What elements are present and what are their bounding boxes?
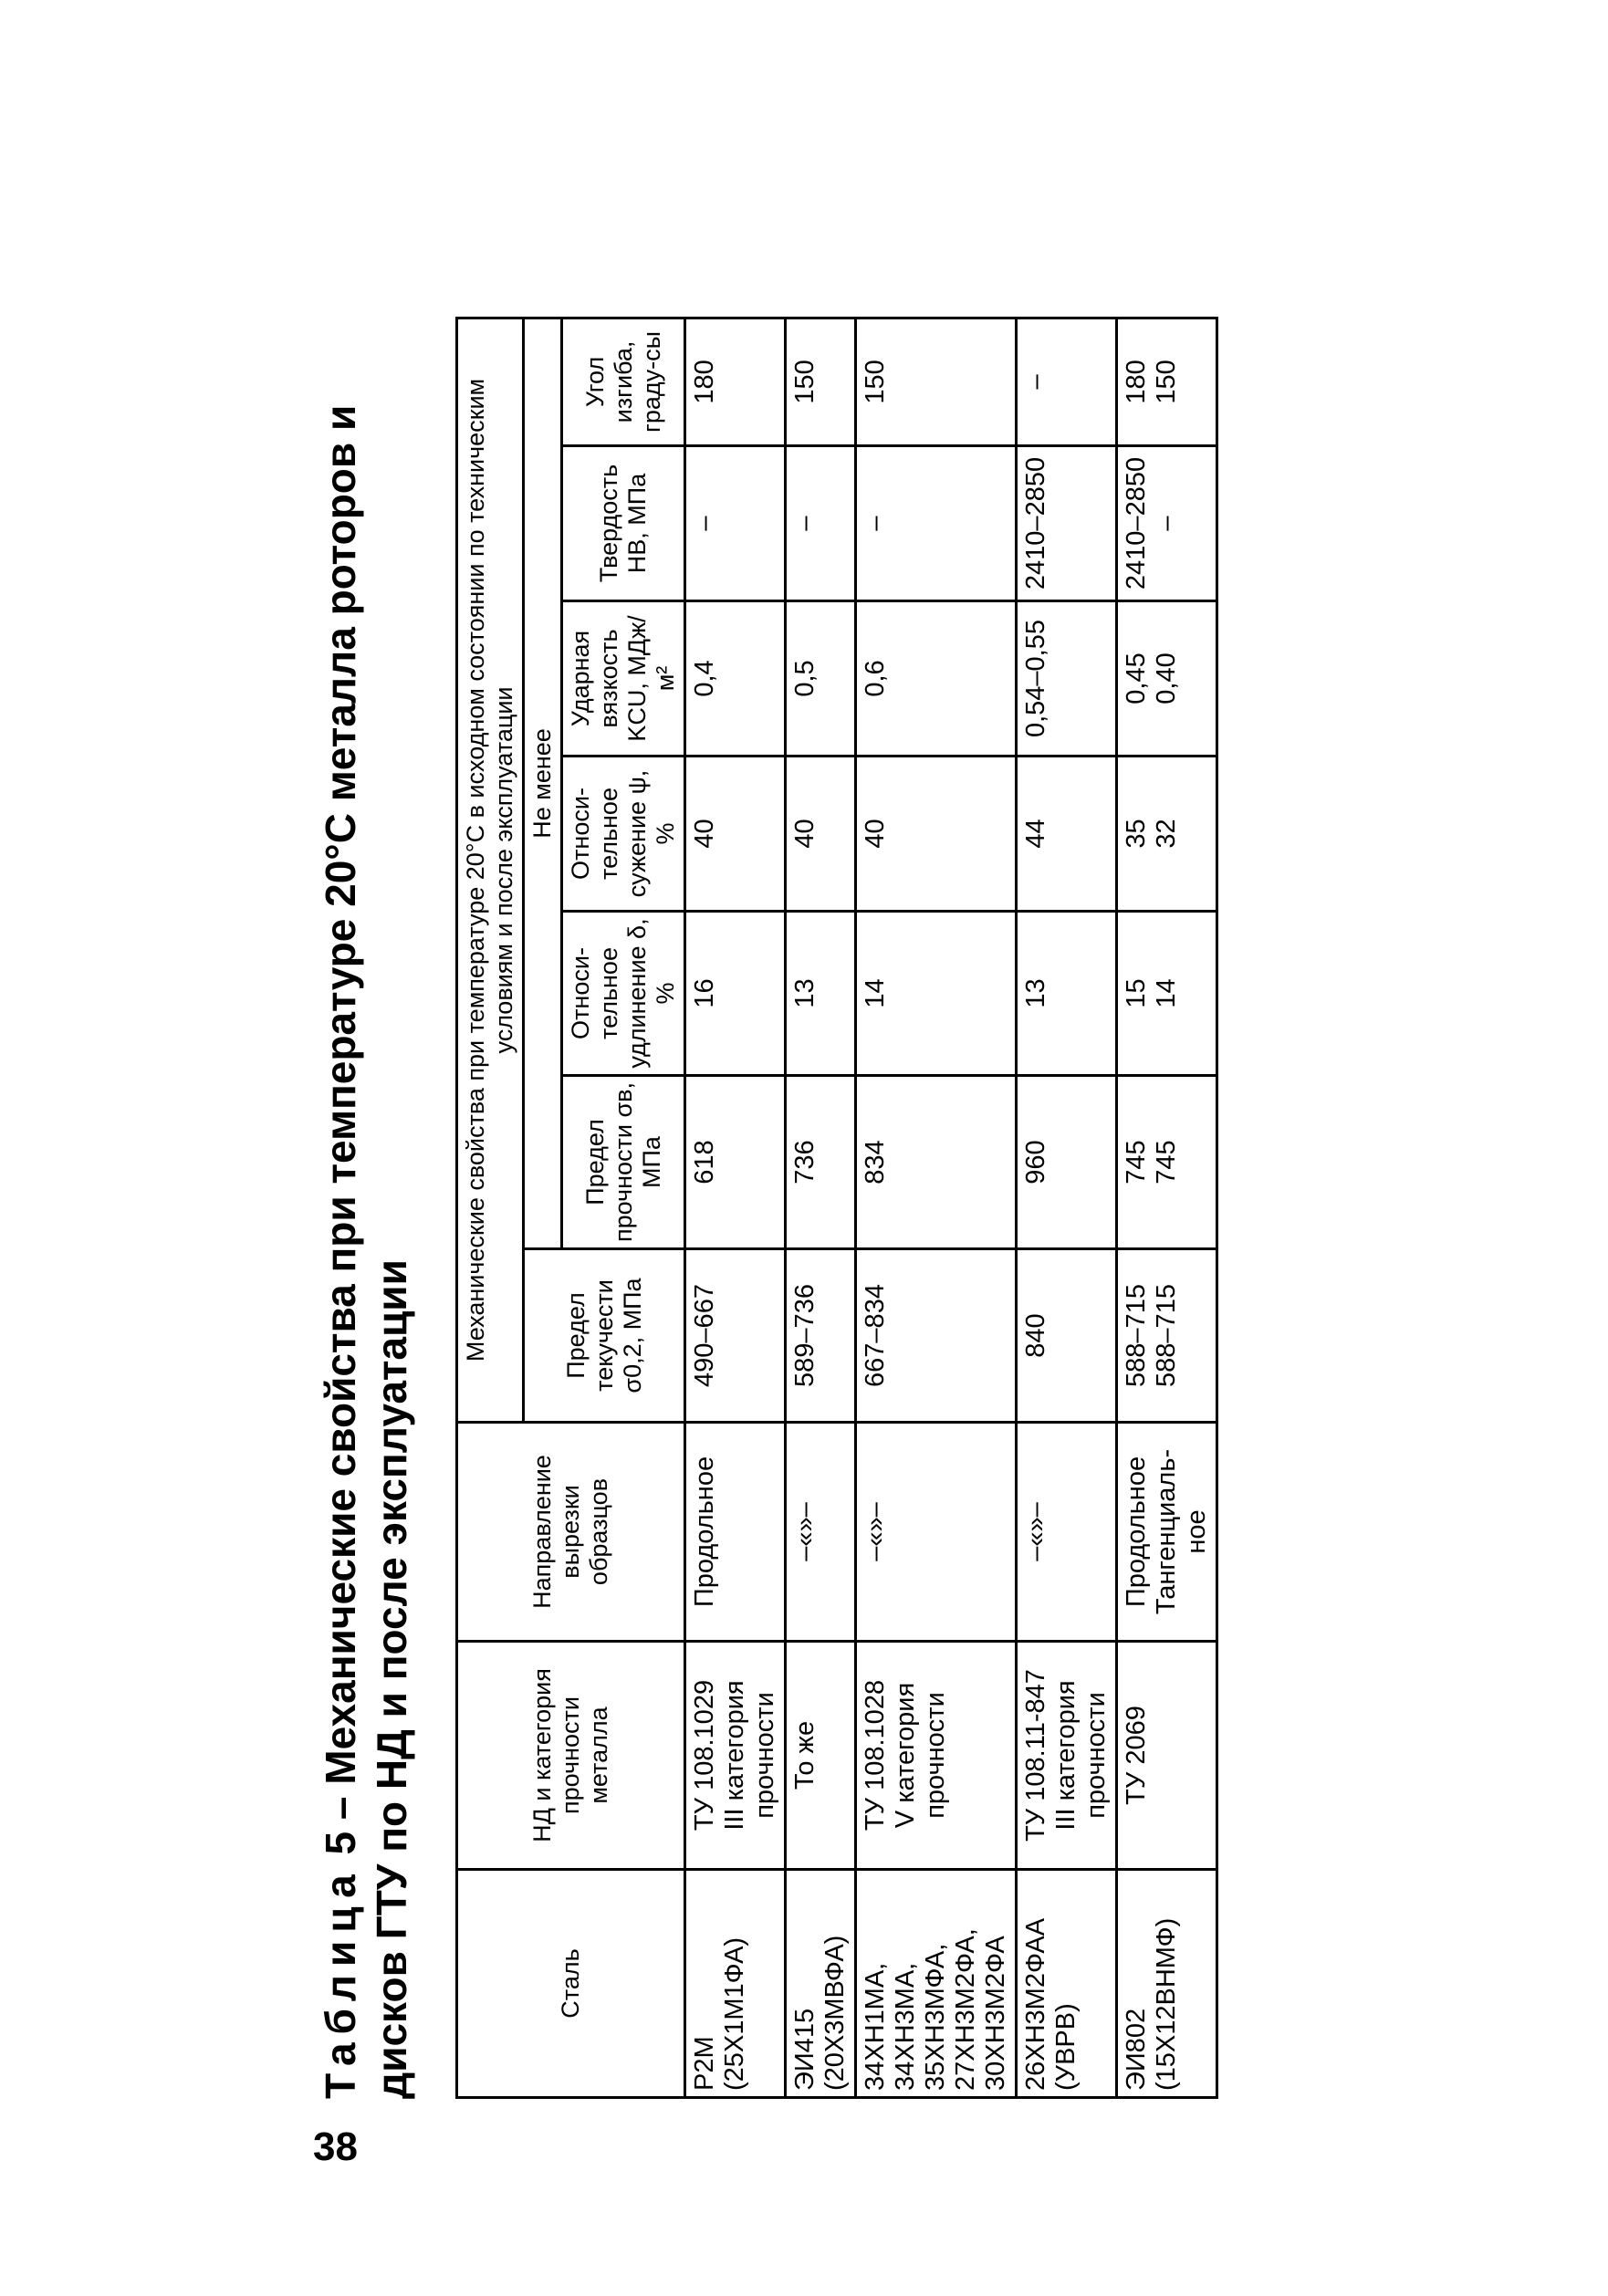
- cell-line: 745: [1122, 1140, 1151, 1185]
- caption-title-line2: дисков ГТУ по НД и после эксплуатации: [368, 1259, 415, 2099]
- cell-line: 13: [790, 978, 820, 1008]
- cell-direction: [1117, 1423, 1217, 1642]
- header-steel: Сталь: [457, 1870, 685, 2098]
- cell-steel: [1017, 1870, 1117, 2098]
- cell-line: –«»–: [1021, 1502, 1050, 1561]
- cell-line: 667–834: [861, 1284, 890, 1387]
- cell-line: прочности: [1081, 1692, 1111, 1819]
- header-elongation: Относи-тельное удлинение δ, %: [562, 912, 685, 1076]
- table-body: [685, 318, 1217, 2097]
- cell-line: 35: [1122, 819, 1151, 849]
- cell-line: 588–715: [1152, 1284, 1181, 1387]
- cell-line: прочности: [921, 1692, 950, 1819]
- cell-steel: [1117, 1870, 1217, 2098]
- cell-direction: [685, 1423, 786, 1642]
- caption-prefix: Таблица: [317, 1866, 364, 2099]
- cell-line: ТУ 108.11-847: [1021, 1669, 1050, 1842]
- caption-dash: –: [317, 1796, 364, 1821]
- cell-line: 150: [1152, 360, 1181, 404]
- cell-direction: [786, 1423, 856, 1642]
- cell-line: ное: [1182, 1509, 1211, 1554]
- cell-reduction: [1117, 757, 1217, 912]
- cell-line: 589–736: [790, 1284, 820, 1387]
- cell-bend: [685, 318, 786, 445]
- cell-elongation: [856, 912, 1017, 1076]
- cell-impact: [856, 601, 1017, 757]
- rotated-page-content: [315, 330, 1510, 2099]
- cell-line: 745: [1152, 1140, 1181, 1185]
- cell-nd: [1117, 1642, 1217, 1870]
- cell-line: 34ХН1МА,: [861, 1962, 890, 2091]
- cell-line: ТУ 108.1028: [861, 1679, 890, 1832]
- cell-direction: [856, 1423, 1017, 1642]
- cell-line: 960: [1021, 1140, 1050, 1185]
- cell-line: 490–667: [690, 1284, 719, 1387]
- cell-ultimate: [1017, 1076, 1117, 1249]
- cell-line: 736: [790, 1140, 820, 1185]
- cell-line: 0,45: [1122, 652, 1151, 704]
- cell-line: 30ХН3М2ФА: [981, 1936, 1010, 2091]
- cell-line: –«»–: [861, 1502, 890, 1561]
- caption-number: 5: [317, 1831, 364, 1855]
- cell-line: 834: [861, 1140, 890, 1185]
- cell-line: –: [1152, 516, 1181, 531]
- cell-yield: [856, 1249, 1017, 1423]
- cell-line: (УВРВ): [1051, 2003, 1081, 2091]
- cell-steel: [856, 1870, 1017, 2098]
- cell-elongation: [1117, 912, 1217, 1076]
- cell-reduction: [685, 757, 786, 912]
- header-not-less: Не менее: [524, 318, 562, 1248]
- cell-line: 16: [690, 978, 719, 1008]
- header-reduction: Относи-тельное сужение ψ, %: [562, 757, 685, 912]
- header-yield: Предел текучести σ0,2, МПа: [524, 1249, 685, 1423]
- cell-ultimate: [1117, 1076, 1217, 1249]
- cell-line: –: [861, 516, 890, 531]
- table-row: [1017, 318, 1117, 2097]
- cell-hardness: [685, 446, 786, 601]
- header-direction: Направление вырезки образцов: [457, 1423, 685, 1642]
- cell-line: То же: [790, 1720, 820, 1790]
- cell-line: (15Х12ВНМФ): [1152, 1917, 1181, 2091]
- cell-line: 2410–2850: [1021, 456, 1050, 590]
- cell-line: 13: [1021, 978, 1050, 1008]
- cell-line: ТУ 2069: [1122, 1706, 1151, 1805]
- cell-line: Р2М (25Х1М1ФА): [690, 1936, 749, 2091]
- cell-yield: [685, 1249, 786, 1423]
- cell-reduction: [1017, 757, 1117, 912]
- cell-line: –: [1021, 374, 1050, 390]
- cell-line: 44: [1021, 819, 1050, 849]
- cell-line: 0,6: [861, 660, 890, 697]
- cell-line: 0,4: [690, 660, 719, 697]
- cell-nd: [685, 1642, 786, 1870]
- cell-line: 0,54–0,55: [1021, 620, 1050, 738]
- cell-line: 840: [1021, 1313, 1050, 1358]
- cell-line: 34ХН3МА,: [891, 1962, 920, 2091]
- cell-elongation: [685, 912, 786, 1076]
- table-row: [786, 318, 856, 2097]
- header-hardness: Твердость НВ, МПа: [562, 446, 685, 601]
- cell-line: –: [690, 516, 719, 531]
- cell-bend: [1117, 318, 1217, 445]
- cell-line: 15: [1122, 978, 1151, 1008]
- cell-ultimate: [685, 1076, 786, 1249]
- cell-yield: [1017, 1249, 1117, 1423]
- cell-line: 26ХН3М2ФАА: [1021, 1917, 1050, 2091]
- caption-title-line1: Механические свойства при температуре 20°С металла роторов и: [317, 404, 364, 1785]
- cell-steel: [685, 1870, 786, 2098]
- header-nd: НД и категория прочности металла: [457, 1642, 685, 1870]
- cell-yield: [1117, 1249, 1217, 1423]
- cell-line: ТУ 108.1029: [690, 1679, 719, 1832]
- cell-line: 150: [861, 360, 890, 404]
- cell-line: Продольное: [1122, 1456, 1151, 1608]
- cell-yield: [786, 1249, 856, 1423]
- cell-line: V категория: [891, 1682, 920, 1829]
- cell-reduction: [786, 757, 856, 912]
- cell-line: 27ХН3М2ФА,: [951, 1928, 980, 2091]
- cell-impact: [685, 601, 786, 757]
- header-mech-group: Механические свойства при температуре 20°С в исходном состоянии по техническим условиям и после эксплуатации: [457, 318, 524, 1422]
- cell-line: III категория: [720, 1680, 749, 1831]
- cell-line: 32: [1152, 819, 1181, 849]
- cell-nd: [856, 1642, 1017, 1870]
- cell-nd: [1017, 1642, 1117, 1870]
- cell-impact: [1017, 601, 1117, 757]
- cell-impact: [1117, 601, 1217, 757]
- cell-line: 14: [1152, 978, 1181, 1008]
- cell-nd: [786, 1642, 856, 1870]
- cell-hardness: [1117, 446, 1217, 601]
- header-bend: Угол изгиба, граду-сы: [562, 318, 685, 445]
- cell-line: 35ХН3МФА,: [921, 1943, 950, 2091]
- cell-line: (20Х3МВФА): [820, 1935, 850, 2091]
- table-wrapper: [455, 317, 1218, 2099]
- cell-bend: [856, 318, 1017, 445]
- cell-line: 40: [690, 819, 719, 849]
- table-caption: [315, 365, 417, 2099]
- cell-line: 150: [790, 360, 820, 404]
- table-row: [1117, 318, 1217, 2097]
- cell-hardness: [786, 446, 856, 601]
- cell-line: 0,5: [790, 660, 820, 697]
- cell-bend: [786, 318, 856, 445]
- cell-line: 2410–2850: [1122, 456, 1151, 590]
- cell-line: ЭИ802: [1122, 2008, 1151, 2091]
- cell-line: 40: [790, 819, 820, 849]
- cell-impact: [786, 601, 856, 757]
- table-row: [856, 318, 1017, 2097]
- cell-hardness: [1017, 446, 1117, 601]
- table-row: [685, 318, 786, 2097]
- cell-line: 618: [690, 1140, 719, 1185]
- cell-line: Тангенциаль-: [1152, 1448, 1181, 1615]
- cell-line: –: [790, 516, 820, 531]
- cell-elongation: [1017, 912, 1117, 1076]
- header-ultimate: Предел прочности σв, МПа: [562, 1076, 685, 1249]
- cell-line: 14: [861, 978, 890, 1008]
- header-impact: Ударная вязкость KCU, МДж/м²: [562, 601, 685, 757]
- mechanical-properties-table: [455, 317, 1218, 2099]
- page-number: 38: [313, 2124, 358, 2169]
- cell-line: Продольное: [690, 1456, 719, 1608]
- cell-line: –«»–: [790, 1502, 820, 1561]
- cell-line: ЭИ415: [790, 2008, 820, 2091]
- cell-elongation: [786, 912, 856, 1076]
- cell-reduction: [856, 757, 1017, 912]
- cell-line: прочности: [750, 1692, 779, 1819]
- cell-ultimate: [856, 1076, 1017, 1249]
- cell-ultimate: [786, 1076, 856, 1249]
- cell-line: 588–715: [1122, 1284, 1151, 1387]
- cell-hardness: [856, 446, 1017, 601]
- cell-line: 0,40: [1152, 652, 1181, 704]
- cell-bend: [1017, 318, 1117, 445]
- cell-line: 180: [1122, 360, 1151, 404]
- cell-steel: [786, 1870, 856, 2098]
- cell-line: 180: [690, 360, 719, 404]
- cell-line: 40: [861, 819, 890, 849]
- cell-line: III категория: [1051, 1680, 1081, 1831]
- cell-direction: [1017, 1423, 1117, 1642]
